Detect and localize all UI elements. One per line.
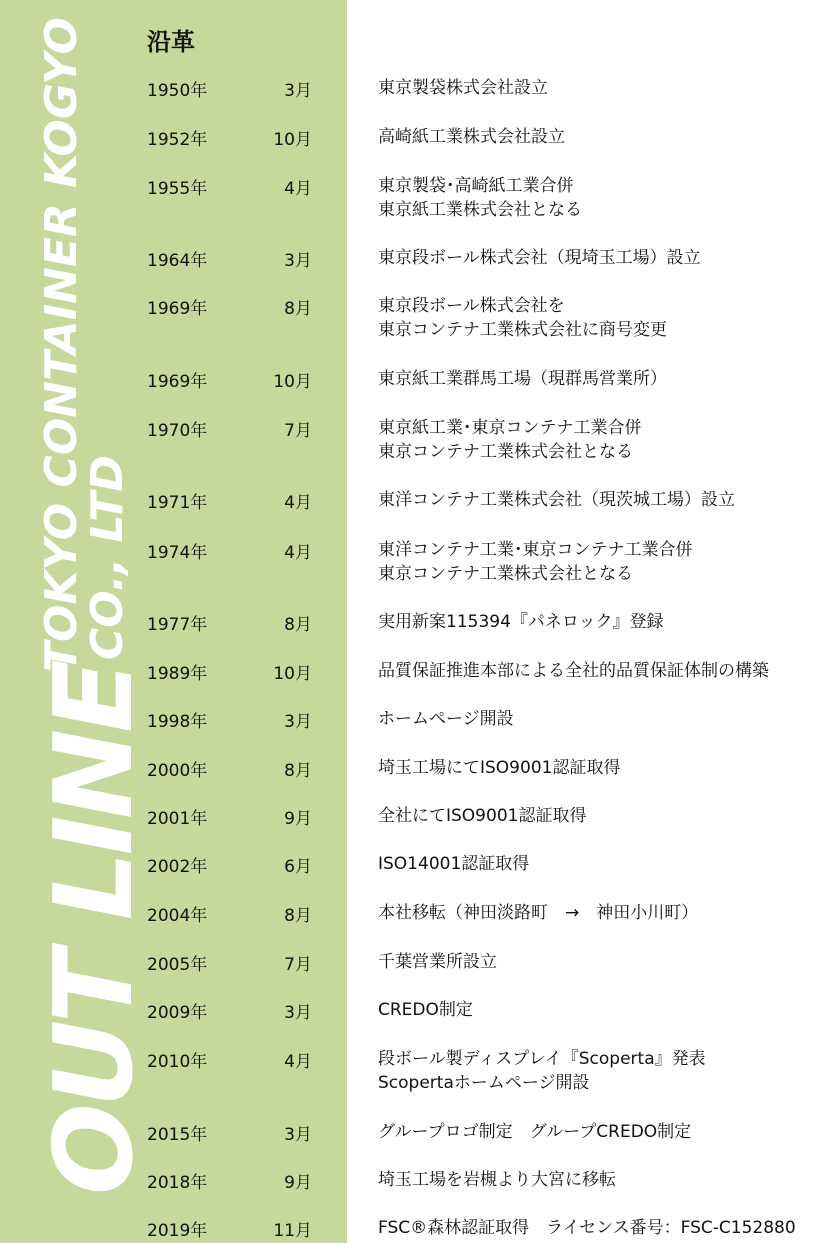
history-event [378, 610, 664, 634]
history-event [378, 367, 667, 391]
history-month: 10月 [273, 372, 312, 392]
history-event-line: 東京紙工業･東京コンテナ工業合併 [378, 418, 642, 438]
history-month: 3月 [284, 712, 312, 732]
history-year: 2001年 [147, 809, 208, 829]
history-year: 1998年 [147, 712, 208, 732]
history-month: 7月 [284, 955, 312, 975]
history-year: 2005年 [147, 955, 208, 975]
history-event-line: 本社移転（神田淡路町 → 神田小川町） [378, 903, 699, 923]
history-month: 7月 [284, 421, 312, 441]
history-event [378, 1168, 616, 1192]
history-year: 1974年 [147, 543, 208, 563]
history-event [378, 174, 582, 222]
history-event-line: 品質保証推進本部による全社的品質保証体制の構築 [378, 661, 769, 681]
history-event-line: 東京コンテナ工業株式会社となる [378, 442, 633, 462]
history-event [378, 707, 514, 731]
history-year: 1977年 [147, 615, 208, 635]
history-month: 8月 [284, 761, 312, 781]
company-name-vertical: TOKYO CONTAINER KOGYO [36, 17, 87, 672]
history-month: 4月 [284, 493, 312, 513]
history-month: 4月 [284, 1052, 312, 1072]
history-event-line: 東洋コンテナ工業株式会社（現茨城工場）設立 [378, 490, 735, 510]
history-event-line: 東京コンテナ工業株式会社に商号変更 [378, 320, 667, 340]
history-event-line: 東京段ボール株式会社を [378, 296, 565, 316]
history-event [378, 538, 693, 586]
history-event [378, 76, 548, 100]
history-month: 3月 [284, 251, 312, 271]
history-event-line: ホームページ開設 [378, 709, 514, 729]
history-month: 3月 [284, 81, 312, 101]
history-year: 2015年 [147, 1125, 208, 1145]
history-event [378, 950, 497, 974]
history-event-line: 東京紙工業株式会社となる [378, 200, 582, 220]
history-event [378, 852, 529, 876]
history-year: 2009年 [147, 1003, 208, 1023]
history-event [378, 1120, 691, 1144]
history-event-line: 東京製袋株式会社設立 [378, 78, 548, 98]
history-event-line: 千葉営業所設立 [378, 952, 497, 972]
history-month: 4月 [284, 179, 312, 199]
history-year: 1971年 [147, 493, 208, 513]
history-year: 1952年 [147, 130, 208, 150]
history-year: 1950年 [147, 81, 208, 101]
history-month: 4月 [284, 543, 312, 563]
history-month: 10月 [273, 664, 312, 684]
history-year: 1969年 [147, 372, 208, 392]
history-year: 1964年 [147, 251, 208, 271]
history-year: 1969年 [147, 299, 208, 319]
history-event-line: 高崎紙工業株式会社設立 [378, 127, 565, 147]
history-year: 1955年 [147, 179, 208, 199]
history-month: 6月 [284, 857, 312, 877]
history-year: 1989年 [147, 664, 208, 684]
history-event [378, 125, 565, 149]
history-year: 2004年 [147, 906, 208, 926]
history-event [378, 998, 473, 1022]
history-month: 8月 [284, 299, 312, 319]
history-year: 2002年 [147, 857, 208, 877]
history-event-line: 東洋コンテナ工業･東京コンテナ工業合併 [378, 540, 693, 560]
history-month: 3月 [284, 1125, 312, 1145]
history-event-line: 全社にてISO9001認証取得 [378, 806, 587, 826]
history-year: 1970年 [147, 421, 208, 441]
history-month: 8月 [284, 906, 312, 926]
history-year: 2018年 [147, 1173, 208, 1193]
history-month: 9月 [284, 1173, 312, 1193]
history-event [378, 1216, 796, 1240]
history-event-line: FSC®森林認証取得 ライセンス番号：FSC-C152880 [378, 1218, 796, 1238]
history-event [378, 246, 701, 270]
history-event-line: Scopertaホームページ開設 [378, 1073, 590, 1093]
history-event-line: 埼玉工場にてISO9001認証取得 [378, 758, 621, 778]
history-event-line: 東京紙工業群馬工場（現群馬営業所） [378, 369, 667, 389]
history-event [378, 804, 586, 828]
history-event [378, 488, 735, 512]
outline-heading-vertical: OUT LINE [32, 663, 157, 1195]
history-month: 9月 [284, 809, 312, 829]
history-month: 8月 [284, 615, 312, 635]
history-event [378, 1047, 706, 1095]
history-event-line: 東京コンテナ工業株式会社となる [378, 564, 633, 584]
history-month: 3月 [284, 1003, 312, 1023]
history-year: 2000年 [147, 761, 208, 781]
history-year: 2019年 [147, 1221, 208, 1241]
history-event [378, 659, 769, 683]
history-event-line: CREDO制定 [378, 1000, 473, 1020]
history-event-line: ISO14001認証取得 [378, 854, 530, 874]
history-event-line: 東京製袋･高崎紙工業合併 [378, 176, 574, 196]
history-event [378, 756, 620, 780]
history-year: 2010年 [147, 1052, 208, 1072]
history-month: 10月 [273, 130, 312, 150]
history-event-line: グループロゴ制定 グループCREDO制定 [378, 1122, 692, 1142]
page-title: 沿革 [147, 28, 195, 56]
history-event-line: 実用新案115394『パネロック』登録 [378, 612, 664, 632]
history-event-line: 段ボール製ディスプレイ『Scoperta』発表 [378, 1049, 706, 1069]
history-event-line: 東京段ボール株式会社（現埼玉工場）設立 [378, 248, 701, 268]
history-month: 11月 [273, 1221, 312, 1241]
history-event [378, 901, 698, 925]
history-event [378, 416, 642, 464]
history-event-line: 埼玉工場を岩槻より大宮に移転 [378, 1170, 616, 1190]
history-event [378, 294, 667, 342]
company-suffix-vertical: CO., LTD [82, 455, 133, 660]
